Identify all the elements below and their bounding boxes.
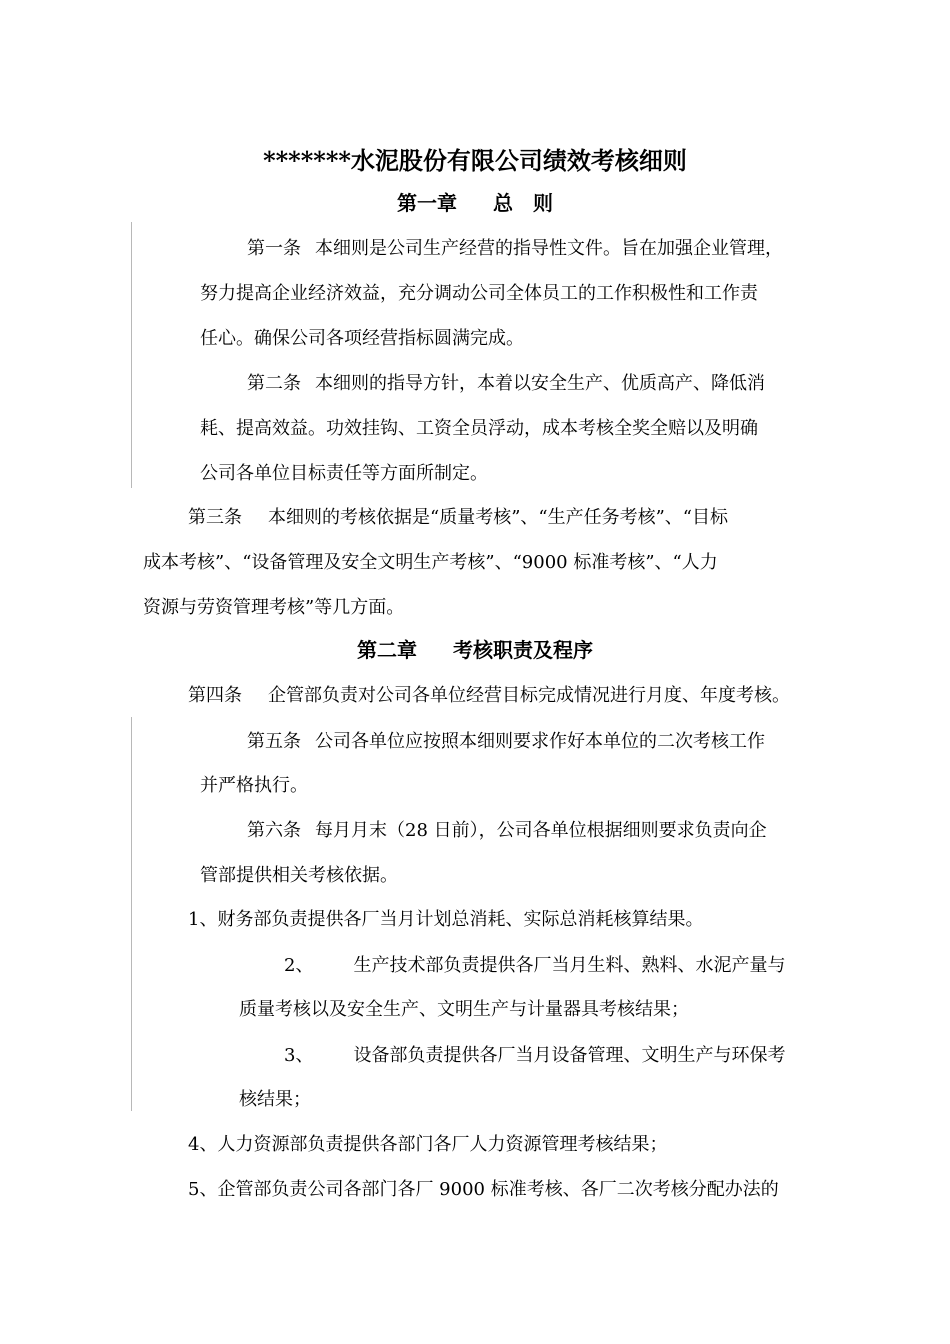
article-line: 成本考核”、“设备管理及安全文明生产考核”、“9000 标准考核”、“人力 [143,552,718,573]
chapter-name: 总 则 [493,191,553,215]
article-text: 企管部负责对公司各单位经营目标完成情况进行月度、年度考核。 [268,685,790,706]
chapter-name: 考核职责及程序 [453,638,593,662]
article-text: 本细则是公司生产经营的指导性文件。旨在加强企业管理， [315,238,783,259]
article-text: 本细则的指导方针，本着以安全生产、优质高产、降低消 [315,373,765,394]
article-line: 公司各单位目标责任等方面所制定。 [200,463,488,484]
article-line: 并严格执行。 [200,775,308,796]
article-line: 任心。确保公司各项经营指标圆满完成。 [200,328,524,349]
article-label: 第三条 [188,507,242,528]
article-text: 每月月末（28 日前），公司各单位根据细则要求负责向企 [315,820,767,841]
document-title: *******水泥股份有限公司绩效考核细则 [263,146,687,175]
list-item: 5、企管部负责公司各部门各厂 9000 标准考核、各厂二次考核分配办法的 [188,1179,779,1200]
article-label: 第二条 [247,373,301,394]
article-line [247,237,783,261]
article-line [247,372,765,396]
list-item-text: 设备部负责提供各厂当月设备管理、文明生产与环保考 [353,1045,786,1066]
list-item [284,1044,785,1068]
list-item-number: 3、 [284,1045,314,1066]
chapter-number: 第一章 [397,191,457,215]
article-line [247,819,767,843]
article-text: 本细则的考核依据是“质量考核”、“生产任务考核”、“目标 [268,507,729,528]
article-line: 资源与劳资管理考核”等几方面。 [143,597,405,618]
list-item-text: 生产技术部负责提供各厂当月生料、熟料、水泥产量与 [353,955,786,976]
list-item-number: 2、 [284,955,314,976]
article-line [188,684,790,708]
article-label: 第六条 [247,820,301,841]
article-label: 第一条 [247,238,301,259]
revision-bar [131,717,132,1111]
list-item-continuation: 核结果； [239,1089,311,1110]
list-item: 4、人力资源部负责提供各部门各厂人力资源管理考核结果； [188,1134,668,1155]
article-line: 管部提供相关考核依据。 [200,865,398,886]
revision-bar [131,222,132,488]
list-item: 1、财务部负责提供各厂当月计划总消耗、实际总消耗核算结果。 [188,909,704,930]
chapter-heading [0,637,950,663]
article-line: 努力提高企业经济效益，充分调动公司全体员工的工作积极性和工作责 [200,283,758,304]
article-label: 第四条 [188,685,242,706]
article-label: 第五条 [247,731,301,752]
article-line [188,506,728,530]
article-line [247,730,765,754]
chapter-number: 第二章 [357,638,417,662]
article-text: 公司各单位应按照本细则要求作好本单位的二次考核工作 [315,731,765,752]
list-item [284,954,785,978]
chapter-heading [0,190,950,216]
list-item-continuation: 质量考核以及安全生产、文明生产与计量器具考核结果； [239,999,689,1020]
article-line: 耗、提高效益。功效挂钩、工资全员浮动，成本考核全奖全赔以及明确 [200,418,758,439]
